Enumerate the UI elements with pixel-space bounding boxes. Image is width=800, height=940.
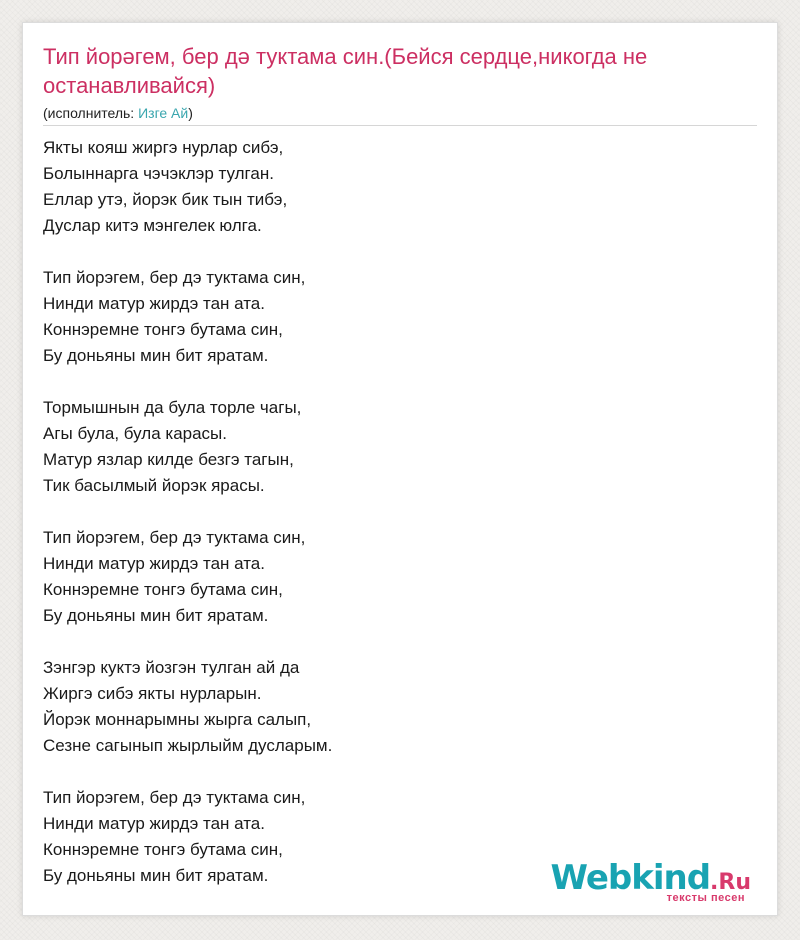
- lyrics-stanza: [43, 265, 743, 369]
- lyrics-line: Матур язлар килде безгэ тагын,: [43, 450, 294, 469]
- logo-subtitle: тексты песен: [666, 892, 745, 904]
- lyrics-line: Якты кояш жиргэ нурлар сибэ,: [43, 138, 284, 157]
- artist-close: ): [188, 105, 193, 121]
- lyrics-stanza: [43, 525, 743, 629]
- lyrics-line: Жиргэ сибэ якты нурларын.: [43, 684, 262, 703]
- lyrics-line: Тик басылмый йорэк ярасы.: [43, 476, 265, 495]
- lyrics-card: [22, 22, 778, 916]
- artist-label: (исполнитель:: [43, 105, 139, 121]
- lyrics-line: Тип йорэгем, бер дэ туктама син,: [43, 528, 306, 547]
- site-logo[interactable]: [551, 859, 751, 907]
- lyrics-stanza: [43, 655, 743, 759]
- logo-word: Webkind: [550, 858, 711, 898]
- lyrics-line: Болыннарга чэчэклэр тулган.: [43, 164, 274, 183]
- lyrics-line: Агы була, була карасы.: [43, 424, 227, 443]
- lyrics-body: [43, 135, 743, 915]
- lyrics-line: Тип йорэгем, бер дэ туктама син,: [43, 268, 306, 287]
- title-divider: [43, 125, 757, 126]
- lyrics-line: Йорэк моннарымны жырга салып,: [43, 710, 312, 729]
- lyrics-line: Тормышнын да була торле чагы,: [43, 398, 302, 417]
- logo-tld: .Ru: [710, 870, 751, 895]
- lyrics-line: Зэнгэр куктэ йозгэн тулган ай да: [43, 658, 300, 677]
- lyrics-line: Тип йорэгем, бер дэ туктама син,: [43, 788, 306, 807]
- lyrics-line: Коннэремне тонгэ бутама син,: [43, 320, 283, 339]
- lyrics-line: Еллар утэ, йорэк бик тын тибэ,: [43, 190, 288, 209]
- song-title: Тип йорәгем, бер дә туктама син.(Бейся сердце,никогда не останавливайся): [43, 44, 648, 98]
- lyrics-stanza: [43, 135, 743, 239]
- lyrics-line: Коннэремне тонгэ бутама син,: [43, 580, 283, 599]
- lyrics-line: Бу доньяны мин бит яратам.: [43, 606, 269, 625]
- artist-line: [43, 103, 193, 123]
- lyrics-stanza: [43, 395, 743, 499]
- lyrics-line: Нинди матур жирдэ тан ата.: [43, 814, 265, 833]
- lyrics-line: Сезне сагынып жырлыйм дусларым.: [43, 736, 333, 755]
- lyrics-line: Нинди матур жирдэ тан ата.: [43, 554, 265, 573]
- lyrics-line: Коннэремне тонгэ бутама син,: [43, 840, 283, 859]
- artist-link[interactable]: Изге Ай: [138, 105, 189, 121]
- lyrics-line: Бу доньяны мин бит яратам.: [43, 346, 269, 365]
- lyrics-line: Дуслар китэ мэнгелек юлга.: [43, 216, 262, 235]
- lyrics-line: Бу доньяны мин бит яратам.: [43, 866, 269, 885]
- lyrics-line: Нинди матур жирдэ тан ата.: [43, 294, 265, 313]
